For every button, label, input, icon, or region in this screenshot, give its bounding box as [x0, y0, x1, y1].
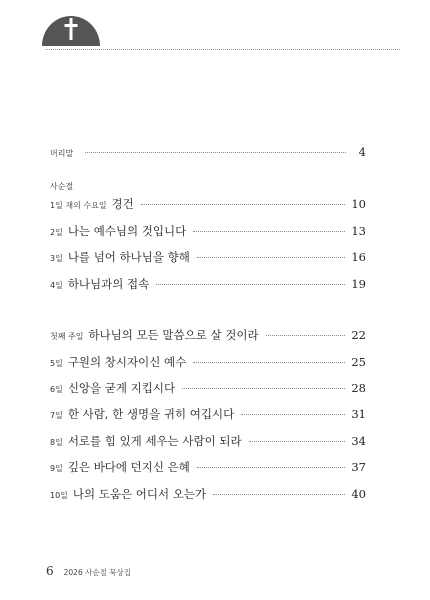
entry-prefix: 머리말 [50, 149, 74, 158]
dotted-leader [182, 388, 345, 389]
entry-page-number: 16 [351, 250, 366, 264]
toc-entry[interactable] [50, 406, 366, 422]
dotted-leader [197, 467, 345, 468]
toc-entry[interactable] [50, 354, 366, 370]
toc-entry[interactable] [50, 433, 366, 449]
entry-prefix: 10일 [50, 491, 68, 500]
entry-title: 깊은 바다에 던지신 은혜 [67, 460, 190, 474]
entry-page-number: 37 [351, 460, 366, 474]
entry-prefix: 8일 [50, 438, 63, 447]
entry-prefix: 2일 [50, 228, 63, 237]
entry-page-number: 22 [351, 328, 366, 342]
cross-hill-icon [42, 14, 100, 46]
entry-page-number: 40 [351, 487, 366, 501]
entry-title: 하나님과의 접속 [67, 277, 150, 291]
entry-page-number: 28 [351, 381, 366, 395]
toc-entry[interactable] [50, 486, 366, 502]
entry-title: 한 사람, 한 생명을 귀히 여깁시다 [67, 407, 235, 421]
entry-prefix: 첫째 주일 [50, 332, 84, 341]
entry-page-number: 34 [351, 434, 366, 448]
entry-page-number: 10 [351, 197, 366, 211]
entry-page-number: 13 [351, 224, 366, 238]
toc-entry[interactable] [50, 223, 366, 239]
dotted-leader [156, 284, 345, 285]
entry-prefix: 5일 [50, 359, 63, 368]
entry-prefix: 9일 [50, 464, 63, 473]
toc-entry-preface[interactable] [50, 145, 366, 159]
entry-title: 구원의 창시자이신 예수 [67, 355, 187, 369]
dotted-leader [193, 231, 345, 232]
toc-entry[interactable] [50, 196, 366, 212]
entry-page-number: 25 [351, 355, 366, 369]
toc-entry[interactable] [50, 276, 366, 292]
header-divider [45, 49, 400, 50]
entry-prefix: 4일 [50, 281, 63, 290]
dotted-leader [141, 204, 346, 205]
entry-prefix: 3일 [50, 254, 63, 263]
dotted-leader [241, 414, 345, 415]
entry-title: 나를 넘어 하나님을 향해 [67, 250, 190, 264]
toc-entry[interactable] [50, 459, 366, 475]
dotted-leader [266, 335, 346, 336]
entry-page-number: 4 [358, 145, 366, 159]
toc-entry[interactable] [50, 380, 366, 396]
entry-title: 서로를 힘 있게 세우는 사람이 되라 [67, 434, 242, 448]
entry-title: 신앙을 굳게 지킵시다 [67, 381, 176, 395]
entry-prefix: 1일 재의 수요일 [50, 201, 107, 210]
toc-entry[interactable] [50, 327, 366, 343]
dotted-leader [85, 152, 346, 153]
dotted-leader [213, 494, 345, 495]
footer-page-number: 6 [46, 564, 54, 578]
entry-title: 나의 도움은 어디서 오는가 [72, 487, 207, 501]
dotted-leader [249, 441, 346, 442]
toc-entry[interactable] [50, 249, 366, 265]
entry-title: 나는 예수님의 것입니다 [67, 224, 187, 238]
page-footer [46, 564, 131, 578]
footer-book-title: 2026 사순절 묵상집 [63, 568, 131, 577]
entry-page-number: 19 [351, 277, 366, 291]
dotted-leader [193, 362, 345, 363]
entry-prefix: 7일 [50, 411, 63, 420]
entry-page-number: 31 [351, 407, 366, 421]
dotted-leader [197, 257, 345, 258]
entry-prefix: 6일 [50, 385, 63, 394]
entry-title: 경건 [111, 197, 134, 211]
entry-title: 하나님의 모든 말씀으로 살 것이라 [88, 328, 259, 342]
section-label: 사순절 [50, 182, 74, 191]
